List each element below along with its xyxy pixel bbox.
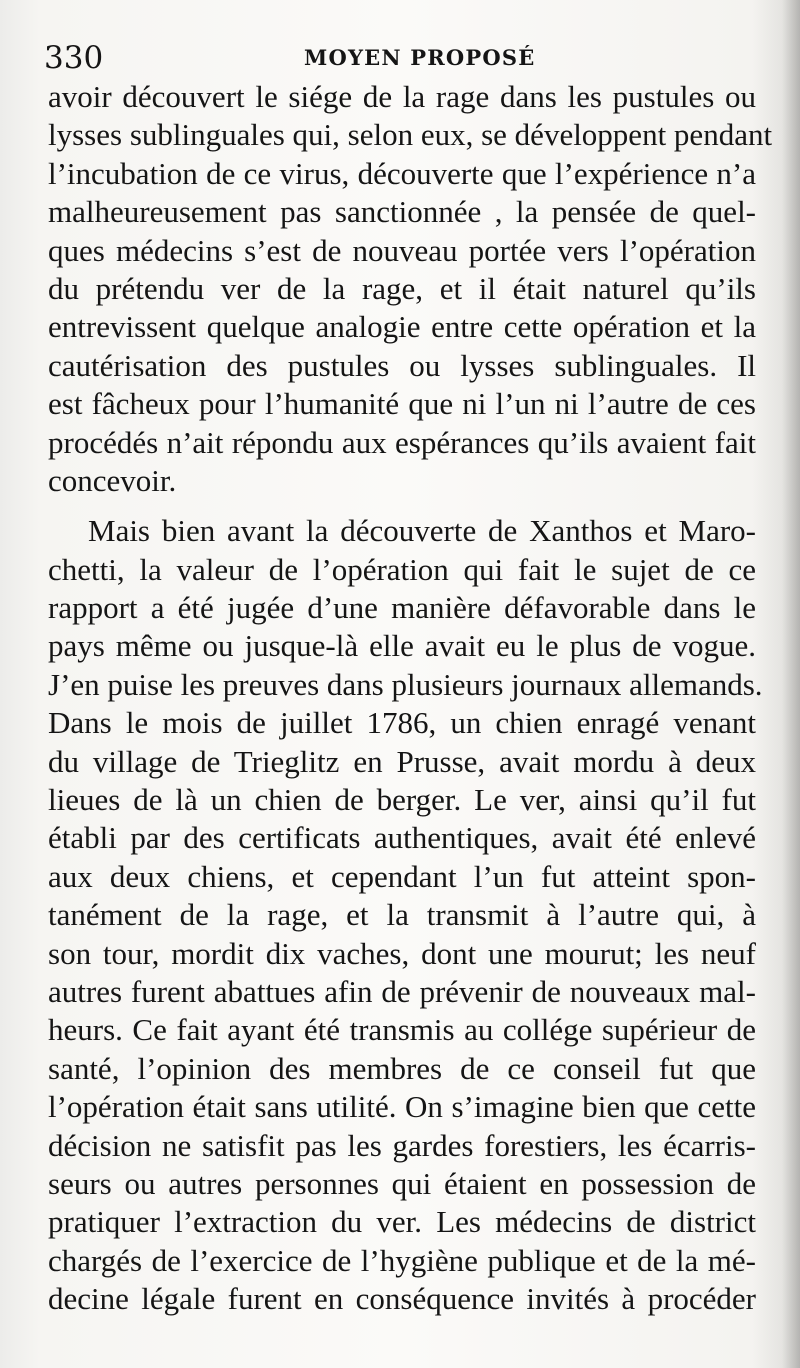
text-line: Mais bien avant la découverte de Xanthos et Maro- [88, 513, 756, 549]
running-head [44, 38, 756, 78]
text-line: avoir découvert le siége de la rage dans les pustules ou [48, 79, 756, 114]
text-line: l’incubation de ce virus, découverte que l’expérience n’a [48, 155, 756, 191]
paragraph-2 [48, 512, 763, 1318]
text-line: son tour, mordit dix vaches, dont une mourut; les neuf [48, 935, 756, 971]
text-line: heurs. Ce fait ayant été transmis au collége supérieur de [48, 1012, 756, 1048]
text-line: J’en puise les preuves dans plusieurs journaux allemands. [48, 666, 763, 702]
text-line: procédés n’ait répondu aux espérances qu’ils avaient fait [48, 424, 756, 460]
paragraph-spacer [48, 500, 756, 512]
text-line: cautérisation des pustules ou lysses sublinguales. Il [48, 347, 756, 383]
text-line: chargés de l’exercice de l’hygiène publique et de la mé- [48, 1242, 756, 1278]
text-line: concevoir. [48, 462, 177, 498]
text-line: décision ne satisfit pas les gardes forestiers, les écarris- [48, 1127, 756, 1163]
text-line: du prétendu ver de la rage, et il était naturel qu’ils [48, 270, 756, 306]
text-line: autres furent abattues afin de prévenir de nouveaux mal- [48, 973, 756, 1009]
text-line: lieues de là un chien de berger. Le ver, ainsi qu’il fut [48, 782, 756, 818]
text-line: seurs ou autres personnes qui étaient en possession de [48, 1165, 756, 1201]
text-line: decine légale furent en conséquence invités à procéder [48, 1281, 756, 1317]
text-line: rapport a été jugée d’une manière défavorable dans le [48, 590, 756, 626]
text-line: pays même ou jusque-là elle avait eu le plus de vogue. [48, 628, 756, 664]
text-line: établi par des certificats authentiques, avait été enlevé [48, 820, 756, 856]
paragraph-1 [48, 78, 773, 500]
text-line: aux deux chiens, et cependant l’un fut atteint spon- [48, 858, 756, 894]
text-line: chetti, la valeur de l’opération qui fait le sujet de ce [48, 551, 756, 587]
text-line: Dans le mois de juillet 1786, un chien enragé venant [48, 705, 756, 741]
text-line: l’opération était sans utilité. On s’imagine bien que cette [48, 1089, 756, 1125]
text-line: entrevissent quelque analogie entre cette opération et la [48, 309, 756, 345]
text-line: du village de Trieglitz en Prusse, avait mordu à deux [48, 743, 756, 779]
text-line: malheureusement pas sanctionnée , la pensée de quel- [48, 194, 756, 230]
text-line: lysses sublinguales qui, selon eux, se développent pendant [48, 117, 773, 153]
text-line: est fâcheux pour l’humanité que ni l’un ni l’autre de ces [48, 386, 756, 422]
page-number: 330 [44, 40, 104, 76]
text-line: pratiquer l’extraction du ver. Les médecins de district [48, 1204, 756, 1240]
text-line: santé, l’opinion des membres de ce conseil fut que [48, 1050, 756, 1086]
running-title: MOYEN PROPOSÉ [304, 45, 536, 70]
body-text [48, 78, 773, 1319]
text-line: tanément de la rage, et la transmit à l’autre qui, à [48, 897, 756, 933]
text-line: ques médecins s’est de nouveau portée vers l’opération [48, 232, 756, 268]
page-edge-shadow [782, 0, 800, 1368]
